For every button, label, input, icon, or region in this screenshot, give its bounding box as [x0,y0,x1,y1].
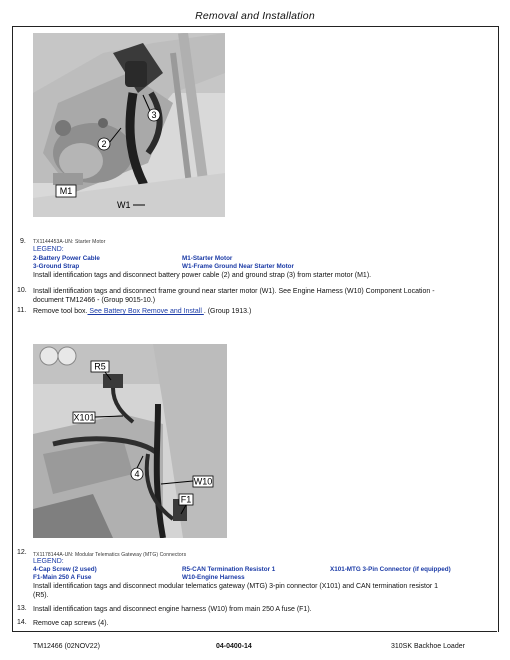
step10-instruction-line1: Install identification tags and disconnect frame ground near starter motor (W1). See Engine Harness (W10) Component Location - [33,288,435,295]
step12-legend-item: W10-Engine Harness [182,574,245,581]
footer-document-id: TM12466 (02NOV22) [33,643,100,650]
page-header-title: Removal and Installation [195,10,315,22]
step9-legend-item: W1-Frame Ground Near Starter Motor [182,263,294,270]
step12-legend-title: LEGEND: [33,558,64,565]
step12-legend-item: 4-Cap Screw (2 used) [33,566,97,573]
step13-number: 13. [17,605,27,612]
callout-m1-label: M1 [59,186,73,196]
callout-f1-label: F1 [180,494,192,505]
step11-instruction [33,307,251,316]
callout-w10-label: W10 [193,476,213,487]
step9-number: 9. [20,238,26,245]
step9-legend-item: 3-Ground Strap [33,263,80,270]
step12-instruction-line2: (R5). [33,592,49,599]
step9-legend-item: M1-Starter Motor [182,255,233,262]
callout-3-label: 3 [151,110,157,120]
step14-instruction: Remove cap screws (4). [33,620,109,627]
step10-instruction-line2: document TM12466 - (Group 9015-10.) [33,297,156,304]
step9-legend-item: 2-Battery Power Cable [33,255,100,262]
step11-text-suffix: . (Group 1913.) [203,308,252,315]
step9-legend-title: LEGEND: [33,246,64,253]
callout-r5-label: R5 [94,361,106,372]
step12-number: 12. [17,549,27,556]
content-frame-bottom-rule [12,631,497,632]
mtg-connectors-photo [33,344,227,538]
starter-motor-photo [33,33,225,217]
figure1-caption: TX1144453A-UN: Starter Motor [33,239,106,245]
step10-number: 10. [17,287,27,294]
step12-instruction-line1: Install identification tags and disconnect modular telematics gateway (MTG) 3-pin connector (X101) and CAN termination resistor 1 [33,583,439,590]
footer-machine-name: 310SK Backhoe Loader [391,643,465,650]
mtg-connectors-illustration [33,344,227,538]
callout-x101-label: X101 [73,412,95,423]
step13-instruction: Install identification tags and disconnect engine harness (W10) from main 250 A fuse (F1). [33,606,312,613]
step11-text-prefix: Remove tool box. [33,308,88,315]
step9-instruction: Install identification tags and disconnect battery power cable (2) and ground strap (3) from starter motor (M1). [33,272,372,279]
figure2-caption: TX1178144A-UN: Modular Telematics Gateway (MTG) Connectors [33,552,187,558]
callout-w1-label: W1 [117,200,131,210]
step11-number: 11. [17,307,27,314]
callout-4-label: 4 [134,469,140,479]
starter-motor-illustration [33,33,225,217]
step14-number: 14. [17,619,27,626]
battery-box-remove-install-link[interactable]: See Battery Box Remove and Install [87,308,204,315]
callout-2-label: 2 [101,139,107,149]
step12-legend-item: X101-MTG 3-Pin Connector (if equipped) [330,566,451,573]
step12-legend-item: R5-CAN Termination Resistor 1 [182,566,276,573]
step12-legend-item: F1-Main 250 A Fuse [33,574,92,581]
footer-page-number: 04-0400-14 [216,643,252,650]
